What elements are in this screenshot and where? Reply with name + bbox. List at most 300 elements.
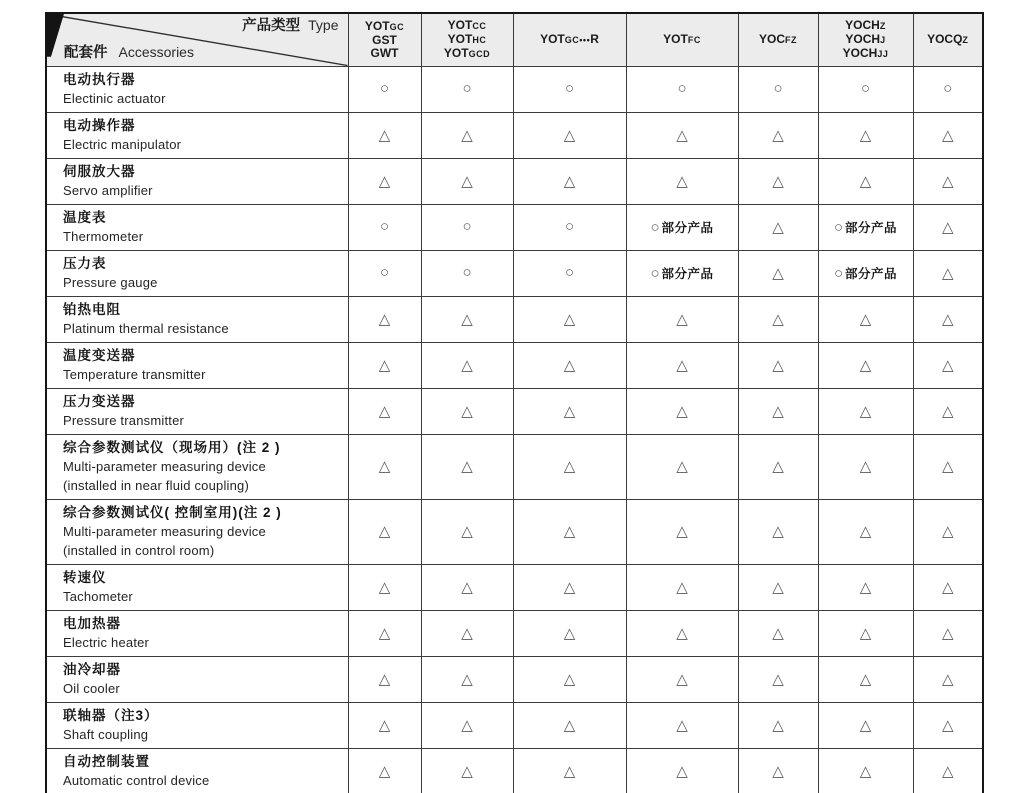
column-header-line: YOCHZ (845, 17, 886, 32)
compat-cell (348, 66, 421, 112)
compat-cell (626, 748, 738, 793)
triangle-symbol: △ (772, 402, 784, 420)
accessory-name-en: Multi-parameter measuring device (63, 458, 266, 474)
table-row (46, 748, 983, 793)
triangle-symbol: △ (941, 716, 954, 734)
triangle-symbol: △ (563, 762, 576, 780)
triangle-symbol: △ (772, 310, 784, 328)
compat-cell (421, 610, 513, 656)
triangle-symbol: △ (563, 172, 576, 190)
triangle-symbol: △ (676, 624, 688, 642)
compat-cell (348, 388, 421, 434)
table-row (46, 250, 983, 296)
compat-cell (421, 564, 513, 610)
triangle-symbol: △ (461, 624, 473, 642)
compat-cell (348, 656, 421, 702)
compat-cell (818, 499, 913, 564)
triangle-symbol: △ (676, 356, 688, 374)
row-label-cell (46, 342, 348, 388)
accessory-name-zh: 温度变送器 (63, 347, 136, 363)
triangle-symbol: △ (378, 670, 391, 688)
column-header-YOCHZ-YOCHJ-YOCHJJ (818, 13, 913, 66)
row-label-cell (46, 296, 348, 342)
compat-cell (738, 250, 818, 296)
triangle-symbol: △ (563, 126, 576, 144)
compat-cell (913, 702, 983, 748)
compat-cell (913, 112, 983, 158)
table-row (46, 499, 983, 564)
row-label-cell (46, 610, 348, 656)
compat-cell (348, 564, 421, 610)
accessory-name-en: Shaft coupling (63, 726, 149, 742)
corner-type-label (242, 19, 338, 33)
accessory-name-en: Electinic actuator (63, 90, 166, 106)
compat-cell (818, 342, 913, 388)
compat-cell (913, 748, 983, 793)
compat-cell (818, 250, 913, 296)
accessory-name-zh: 压力表 (63, 255, 107, 271)
compat-cell (738, 342, 818, 388)
triangle-symbol: △ (378, 172, 391, 190)
compat-cell (818, 66, 913, 112)
corner-header-cell (46, 13, 348, 66)
triangle-symbol: △ (563, 578, 576, 596)
compat-cell (513, 434, 626, 499)
compat-cell (348, 250, 421, 296)
triangle-symbol: △ (941, 523, 954, 540)
accessories-compatibility-table (45, 12, 984, 793)
compat-cell (818, 434, 913, 499)
triangle-symbol: △ (772, 716, 784, 734)
accessory-name-zh: 综合参数测试仪（现场用）(注 2 ) (63, 439, 281, 455)
triangle-symbol: △ (563, 310, 576, 328)
column-header-line: YOCHJJ (842, 45, 889, 60)
triangle-symbol: △ (772, 523, 784, 540)
triangle-symbol: △ (378, 523, 391, 540)
triangle-symbol: △ (941, 458, 954, 475)
triangle-symbol: △ (563, 356, 576, 374)
triangle-symbol: △ (859, 356, 872, 374)
accessory-name-en: Tachometer (63, 588, 133, 604)
triangle-symbol: △ (859, 458, 872, 475)
triangle-symbol: △ (461, 762, 473, 780)
column-header-YOTFC (626, 13, 738, 66)
column-header-line: YOTGC•••R (540, 31, 599, 46)
triangle-symbol: △ (461, 356, 473, 374)
accessory-name-zh: 温度表 (63, 209, 107, 225)
compat-cell (818, 158, 913, 204)
compat-cell (626, 499, 738, 564)
compat-cell (421, 748, 513, 793)
compat-cell (738, 434, 818, 499)
compat-cell (818, 204, 913, 250)
triangle-symbol: △ (676, 670, 688, 688)
triangle-symbol: △ (676, 172, 688, 190)
accessory-name-zh: 电加热器 (63, 615, 121, 631)
accessory-name-zh: 铂热电阻 (63, 301, 121, 317)
triangle-symbol: △ (461, 126, 473, 144)
compat-cell (421, 342, 513, 388)
table-row (46, 158, 983, 204)
triangle-symbol: △ (772, 670, 784, 688)
compat-cell (348, 499, 421, 564)
header-row (46, 13, 983, 66)
corner-accessories-label (64, 43, 194, 61)
compat-cell (513, 499, 626, 564)
triangle-symbol: △ (676, 458, 688, 475)
accessory-name-zh: 联轴器（注3） (63, 707, 159, 723)
table-row (46, 610, 983, 656)
compat-cell (626, 204, 738, 250)
accessories-label-zh: 配套件 (64, 44, 108, 61)
triangle-symbol: △ (378, 310, 391, 328)
accessory-name-en: Pressure gauge (63, 274, 158, 290)
triangle-symbol: △ (461, 172, 473, 190)
compat-cell (513, 564, 626, 610)
compat-cell (738, 702, 818, 748)
triangle-symbol: △ (461, 402, 473, 420)
accessory-name-en2: (installed in control room) (63, 542, 215, 558)
compat-cell (421, 702, 513, 748)
circle-symbol: ○ (677, 80, 687, 97)
compat-cell (626, 296, 738, 342)
triangle-symbol: △ (378, 126, 391, 144)
table-row (46, 702, 983, 748)
compat-cell (818, 564, 913, 610)
compat-cell (626, 158, 738, 204)
compat-cell (626, 112, 738, 158)
compat-cell (738, 66, 818, 112)
triangle-symbol: △ (941, 402, 954, 420)
accessory-name-zh: 自动控制装置 (63, 753, 150, 769)
triangle-symbol: △ (378, 578, 391, 596)
circle-symbol: ○ (564, 80, 575, 97)
row-label-cell (46, 66, 348, 112)
circle-symbol: ○ (564, 218, 575, 235)
triangle-symbol: △ (563, 716, 576, 734)
circle-symbol: ○ (650, 264, 660, 282)
triangle-symbol: △ (461, 310, 473, 328)
compat-cell (818, 748, 913, 793)
compat-cell (913, 499, 983, 564)
compat-cell (913, 656, 983, 702)
compat-cell (513, 702, 626, 748)
circle-symbol: ○ (650, 218, 660, 236)
compat-cell (738, 388, 818, 434)
compat-cell (818, 112, 913, 158)
circle-symbol: ○ (833, 264, 844, 282)
accessory-name-en: Servo amplifier (63, 182, 153, 198)
triangle-symbol: △ (772, 172, 784, 190)
compat-cell (913, 158, 983, 204)
accessory-name-en: Multi-parameter measuring device (63, 523, 266, 539)
circle-symbol: ○ (462, 218, 472, 235)
triangle-symbol: △ (772, 126, 784, 144)
column-header-line: GWT (370, 45, 399, 60)
circle-symbol: ○ (379, 264, 390, 281)
accessory-name-en: Thermometer (63, 228, 144, 244)
partial-product-label: 部分产品 (845, 266, 898, 281)
compat-cell (738, 748, 818, 793)
column-header-line: YOTHC (447, 31, 487, 46)
triangle-symbol: △ (772, 578, 784, 596)
table-row (46, 564, 983, 610)
table-row (46, 296, 983, 342)
column-header-YOCQZ (913, 13, 983, 66)
triangle-symbol: △ (859, 578, 872, 596)
compat-cell (913, 610, 983, 656)
accessory-name-zh: 电动执行器 (63, 71, 136, 87)
triangle-symbol: △ (941, 172, 954, 190)
compat-cell (818, 656, 913, 702)
accessory-name-en: Pressure transmitter (63, 412, 185, 428)
triangle-symbol: △ (859, 310, 872, 328)
circle-symbol: ○ (379, 218, 390, 235)
compat-cell (818, 702, 913, 748)
accessory-name-zh: 伺服放大器 (63, 163, 136, 179)
triangle-symbol: △ (378, 762, 391, 780)
triangle-symbol: △ (461, 578, 473, 596)
column-header-line: YOTGC (364, 18, 405, 33)
compat-cell (348, 342, 421, 388)
compat-cell (513, 204, 626, 250)
compat-cell (738, 204, 818, 250)
triangle-symbol: △ (378, 402, 391, 420)
row-label-cell (46, 656, 348, 702)
compat-cell (913, 388, 983, 434)
type-label-zh: 产品类型 (242, 18, 301, 34)
triangle-symbol: △ (676, 523, 688, 540)
compat-cell (513, 656, 626, 702)
compat-cell (421, 499, 513, 564)
column-header-YOCFZ (738, 13, 818, 66)
compat-cell (738, 656, 818, 702)
triangle-symbol: △ (378, 716, 391, 734)
compat-cell (738, 610, 818, 656)
triangle-symbol: △ (563, 402, 576, 420)
triangle-symbol: △ (378, 356, 391, 374)
compat-cell (421, 388, 513, 434)
compat-cell (626, 388, 738, 434)
triangle-symbol: △ (941, 624, 954, 642)
triangle-symbol: △ (941, 126, 954, 144)
accessory-name-en: Electric heater (63, 634, 150, 650)
column-header-line: YOTGCD (443, 45, 491, 60)
accessory-name-zh: 压力变送器 (63, 393, 136, 409)
column-header-YOTGC-GST-GWT (348, 13, 421, 66)
compat-cell (513, 342, 626, 388)
compat-cell (348, 112, 421, 158)
compat-cell (913, 204, 983, 250)
compat-cell (738, 499, 818, 564)
compat-cell (738, 158, 818, 204)
triangle-symbol: △ (378, 458, 391, 475)
circle-symbol: ○ (379, 80, 390, 97)
compat-cell (626, 656, 738, 702)
table-row (46, 388, 983, 434)
compat-cell (421, 656, 513, 702)
circle-symbol: ○ (773, 80, 783, 97)
triangle-symbol: △ (772, 356, 784, 374)
triangle-symbol: △ (563, 670, 576, 688)
triangle-symbol: △ (563, 523, 576, 540)
triangle-symbol: △ (941, 310, 954, 328)
compat-cell (626, 702, 738, 748)
compat-cell (513, 296, 626, 342)
column-header-line: YOCHJ (845, 31, 886, 46)
compat-cell (913, 434, 983, 499)
triangle-symbol: △ (676, 716, 688, 734)
accessory-name-en: Oil cooler (63, 680, 120, 696)
compat-cell (513, 388, 626, 434)
compat-cell (913, 250, 983, 296)
compat-cell (348, 158, 421, 204)
compat-cell (421, 250, 513, 296)
compat-cell (421, 158, 513, 204)
compat-cell (913, 564, 983, 610)
table-row (46, 434, 983, 499)
compat-cell (913, 342, 983, 388)
triangle-symbol: △ (378, 624, 391, 642)
triangle-symbol: △ (859, 716, 872, 734)
triangle-symbol: △ (859, 670, 872, 688)
triangle-symbol: △ (772, 218, 784, 236)
accessory-name-en: Electric manipulator (63, 136, 182, 152)
compat-cell (738, 296, 818, 342)
triangle-symbol: △ (461, 523, 473, 540)
compat-cell (513, 66, 626, 112)
compat-cell (818, 296, 913, 342)
triangle-symbol: △ (859, 126, 872, 144)
accessory-name-en: Automatic control device (63, 772, 210, 788)
row-label-cell (46, 204, 348, 250)
triangle-symbol: △ (676, 126, 688, 144)
column-header-line: YOTCC (447, 17, 487, 32)
accessory-name-zh: 电动操作器 (63, 117, 136, 133)
triangle-symbol: △ (859, 402, 872, 420)
compat-cell (626, 342, 738, 388)
compat-cell (421, 296, 513, 342)
compat-cell (421, 434, 513, 499)
row-label-cell (46, 250, 348, 296)
triangle-symbol: △ (772, 762, 784, 780)
accessories-label-en: Accessories (118, 43, 194, 60)
triangle-symbol: △ (859, 624, 872, 642)
compat-cell (348, 702, 421, 748)
triangle-symbol: △ (941, 762, 954, 780)
triangle-symbol: △ (941, 578, 954, 596)
triangle-symbol: △ (676, 762, 688, 780)
triangle-symbol: △ (461, 458, 473, 475)
triangle-symbol: △ (772, 458, 784, 475)
circle-symbol: ○ (462, 264, 472, 281)
triangle-symbol: △ (676, 402, 688, 420)
triangle-symbol: △ (461, 716, 473, 734)
row-label-cell (46, 748, 348, 793)
compat-cell (513, 748, 626, 793)
compat-cell (738, 564, 818, 610)
compat-cell (626, 564, 738, 610)
row-label-cell (46, 564, 348, 610)
circle-symbol: ○ (462, 80, 472, 97)
triangle-symbol: △ (563, 624, 576, 642)
triangle-symbol: △ (563, 458, 576, 475)
compat-cell (626, 610, 738, 656)
compat-cell (626, 66, 738, 112)
compat-cell (421, 112, 513, 158)
triangle-symbol: △ (859, 523, 872, 540)
column-header-line: GST (372, 32, 397, 47)
compat-cell (513, 610, 626, 656)
accessory-name-zh: 综合参数测试仪( 控制室用)(注 2 ) (63, 504, 282, 520)
compat-cell (626, 250, 738, 296)
table-body (46, 66, 983, 793)
column-header-line: YOCFZ (758, 31, 797, 46)
table-row (46, 112, 983, 158)
compat-cell (348, 748, 421, 793)
compat-cell (513, 112, 626, 158)
column-header-YOTCC-YOTHC-YOTGCD (421, 13, 513, 66)
triangle-symbol: △ (859, 762, 872, 780)
triangle-symbol: △ (941, 356, 954, 374)
triangle-symbol: △ (859, 172, 872, 190)
partial-product-label: 部分产品 (661, 220, 714, 235)
row-label-cell (46, 434, 348, 499)
compat-cell (348, 296, 421, 342)
compat-cell (421, 204, 513, 250)
compat-cell (348, 204, 421, 250)
accessory-name-zh: 油冷却器 (63, 661, 121, 677)
compat-cell (913, 296, 983, 342)
compat-cell (738, 112, 818, 158)
triangle-symbol: △ (772, 624, 784, 642)
compat-cell (513, 158, 626, 204)
row-label-cell (46, 112, 348, 158)
accessory-name-en: Platinum thermal resistance (63, 320, 229, 336)
compat-cell (421, 66, 513, 112)
row-label-cell (46, 158, 348, 204)
triangle-symbol: △ (772, 264, 784, 282)
partial-product-label: 部分产品 (845, 220, 898, 235)
compat-cell (513, 250, 626, 296)
partial-product-label: 部分产品 (661, 266, 714, 281)
row-label-cell (46, 388, 348, 434)
accessory-name-zh: 转速仪 (63, 569, 107, 585)
compat-cell (348, 434, 421, 499)
accessory-name-en2: (installed in near fluid coupling) (63, 477, 250, 493)
table-row (46, 66, 983, 112)
compat-cell (626, 434, 738, 499)
compat-cell (818, 388, 913, 434)
triangle-symbol: △ (676, 578, 688, 596)
circle-symbol: ○ (860, 80, 871, 97)
row-label-cell (46, 702, 348, 748)
circle-symbol: ○ (833, 218, 844, 236)
compat-cell (818, 610, 913, 656)
table-row (46, 342, 983, 388)
column-header-line: YOTFC (663, 31, 701, 46)
row-label-cell (46, 499, 348, 564)
column-header-line: YOCQZ (927, 31, 969, 46)
triangle-symbol: △ (676, 310, 688, 328)
circle-symbol: ○ (564, 264, 575, 281)
compat-cell (348, 610, 421, 656)
column-header-YOTGC***R (513, 13, 626, 66)
compat-cell (913, 66, 983, 112)
triangle-symbol: △ (941, 264, 954, 282)
circle-symbol: ○ (943, 80, 953, 97)
triangle-symbol: △ (941, 218, 954, 236)
